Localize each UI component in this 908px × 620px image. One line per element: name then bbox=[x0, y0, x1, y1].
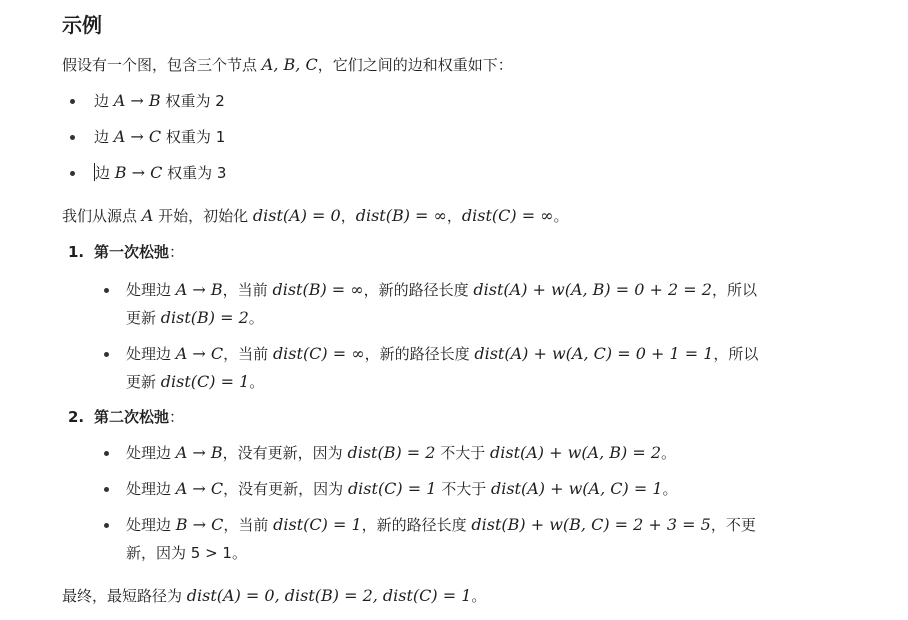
relax-current-math: dist(C) = 1 bbox=[347, 479, 437, 498]
step-title-text: 第二次松弛 bbox=[94, 408, 170, 426]
bullet-dot bbox=[104, 288, 109, 293]
relax-line bbox=[126, 368, 264, 396]
relax-new-path-math: dist(B) + w(B, C) = 2 + 3 = 5 bbox=[471, 515, 711, 534]
relax-new-path-math: dist(A) + w(A, B) = 0 + 2 = 2 bbox=[473, 280, 712, 299]
edge-weight: 权重为 2 bbox=[160, 92, 225, 110]
init-source-math: A bbox=[141, 206, 154, 225]
intro-text-before: 假设有一个图，包含三个节点 bbox=[62, 56, 262, 74]
step-title-text: 第一次松弛 bbox=[94, 243, 170, 261]
bullet-dot bbox=[70, 135, 75, 140]
relax-edge-math: A → B bbox=[175, 280, 223, 299]
relax-text: 。 bbox=[661, 444, 677, 462]
relax-new-path-math: dist(A) + w(A, C) = 1 bbox=[490, 479, 663, 498]
init-text: ， bbox=[446, 207, 462, 225]
final-paragraph bbox=[62, 584, 486, 608]
relax-text: 。 bbox=[248, 309, 264, 327]
final-text: 。 bbox=[471, 587, 487, 605]
final-text: 最终，最短路径为 bbox=[62, 587, 187, 605]
relax-text: ，所以 bbox=[711, 281, 757, 299]
bullet-dot bbox=[104, 523, 109, 528]
relax-current-math: dist(B) = 2 bbox=[347, 443, 436, 462]
relax-text: ，当前 bbox=[223, 516, 274, 534]
init-dist-c: dist(C) = ∞ bbox=[461, 206, 554, 225]
relax-text: 处理边 bbox=[126, 345, 176, 363]
edge-math: B → C bbox=[114, 163, 163, 182]
relax-line bbox=[126, 511, 756, 539]
relax-text: 不大于 bbox=[436, 480, 491, 498]
bullet-dot bbox=[70, 99, 75, 104]
relax-text: 不大于 bbox=[435, 444, 490, 462]
bullet-dot bbox=[104, 451, 109, 456]
relax-text: 处理边 bbox=[126, 516, 176, 534]
relax-text: 处理边 bbox=[126, 480, 176, 498]
relax-text: ，没有更新，因为 bbox=[222, 444, 348, 462]
relax-text: ，当前 bbox=[222, 281, 273, 299]
edge-math: A → C bbox=[113, 127, 162, 146]
relax-text: ，没有更新，因为 bbox=[223, 480, 348, 498]
bullet-dot bbox=[70, 171, 75, 176]
relax-current-math: dist(B) = ∞ bbox=[272, 280, 364, 299]
init-text: 我们从源点 bbox=[62, 207, 142, 225]
step-title bbox=[94, 405, 184, 429]
relax-line bbox=[126, 539, 247, 567]
relax-edge-math: B → C bbox=[175, 515, 224, 534]
init-text: ， bbox=[340, 207, 356, 225]
relax-new-path-math: dist(A) + w(A, B) = 2 bbox=[490, 443, 662, 462]
intro-paragraph bbox=[62, 53, 513, 77]
intro-nodes-math: A, B, C bbox=[261, 55, 318, 74]
relax-update-math: dist(B) = 2 bbox=[160, 308, 249, 327]
relax-text: 新，因为 5 > 1。 bbox=[126, 544, 247, 562]
relax-text: 更新 bbox=[126, 309, 161, 327]
bullet-dot bbox=[104, 487, 109, 492]
relax-text: ，新的路径长度 bbox=[364, 345, 475, 363]
edge-weight: 权重为 1 bbox=[161, 128, 226, 146]
relax-text: ，新的路径长度 bbox=[363, 281, 474, 299]
step-title bbox=[94, 240, 184, 264]
edge-prefix: 边 bbox=[94, 92, 114, 110]
relax-line bbox=[126, 475, 678, 503]
relax-text: ，当前 bbox=[223, 345, 273, 363]
init-paragraph bbox=[62, 204, 569, 228]
relax-new-path-math: dist(A) + w(A, C) = 0 + 1 = 1 bbox=[474, 344, 714, 363]
step-number: 1. bbox=[68, 243, 85, 261]
edge-weight: 权重为 3 bbox=[162, 164, 227, 182]
init-dist-a: dist(A) = 0 bbox=[252, 206, 341, 225]
relax-text: 处理边 bbox=[126, 281, 176, 299]
init-dist-b: dist(B) = ∞ bbox=[355, 206, 447, 225]
relax-edge-math: A → C bbox=[175, 344, 224, 363]
step-number: 2. bbox=[68, 408, 85, 426]
relax-text: 。 bbox=[249, 373, 265, 391]
edge-prefix: 边 bbox=[94, 128, 114, 146]
relax-line bbox=[126, 276, 757, 304]
final-result-math: dist(A) = 0, dist(B) = 2, dist(C) = 1 bbox=[186, 586, 472, 605]
relax-text: ，所以 bbox=[713, 345, 759, 363]
relax-text: 更新 bbox=[126, 373, 161, 391]
relax-current-math: dist(C) = ∞ bbox=[272, 344, 365, 363]
intro-text-after: ，它们之间的边和权重如下： bbox=[317, 56, 513, 74]
bullet-dot bbox=[104, 352, 109, 357]
relax-edge-math: A → C bbox=[175, 479, 224, 498]
relax-text: ，不更 bbox=[710, 516, 756, 534]
relax-current-math: dist(C) = 1 bbox=[273, 515, 362, 534]
relax-text: 处理边 bbox=[126, 444, 176, 462]
step-title-colon: ： bbox=[169, 243, 185, 261]
step-title-colon: ： bbox=[169, 408, 185, 426]
relax-edge-math: A → B bbox=[175, 443, 223, 462]
section-heading: 示例 bbox=[62, 13, 102, 37]
relax-text: ，新的路径长度 bbox=[361, 516, 472, 534]
relax-update-math: dist(C) = 1 bbox=[160, 372, 250, 391]
relax-line bbox=[126, 439, 676, 467]
init-text: 开始，初始化 bbox=[153, 207, 253, 225]
init-text: 。 bbox=[553, 207, 569, 225]
edge-prefix: 边 bbox=[95, 164, 115, 182]
relax-line bbox=[126, 304, 264, 332]
relax-text: 。 bbox=[662, 480, 678, 498]
edge-math: A → B bbox=[113, 91, 161, 110]
relax-line bbox=[126, 340, 758, 368]
